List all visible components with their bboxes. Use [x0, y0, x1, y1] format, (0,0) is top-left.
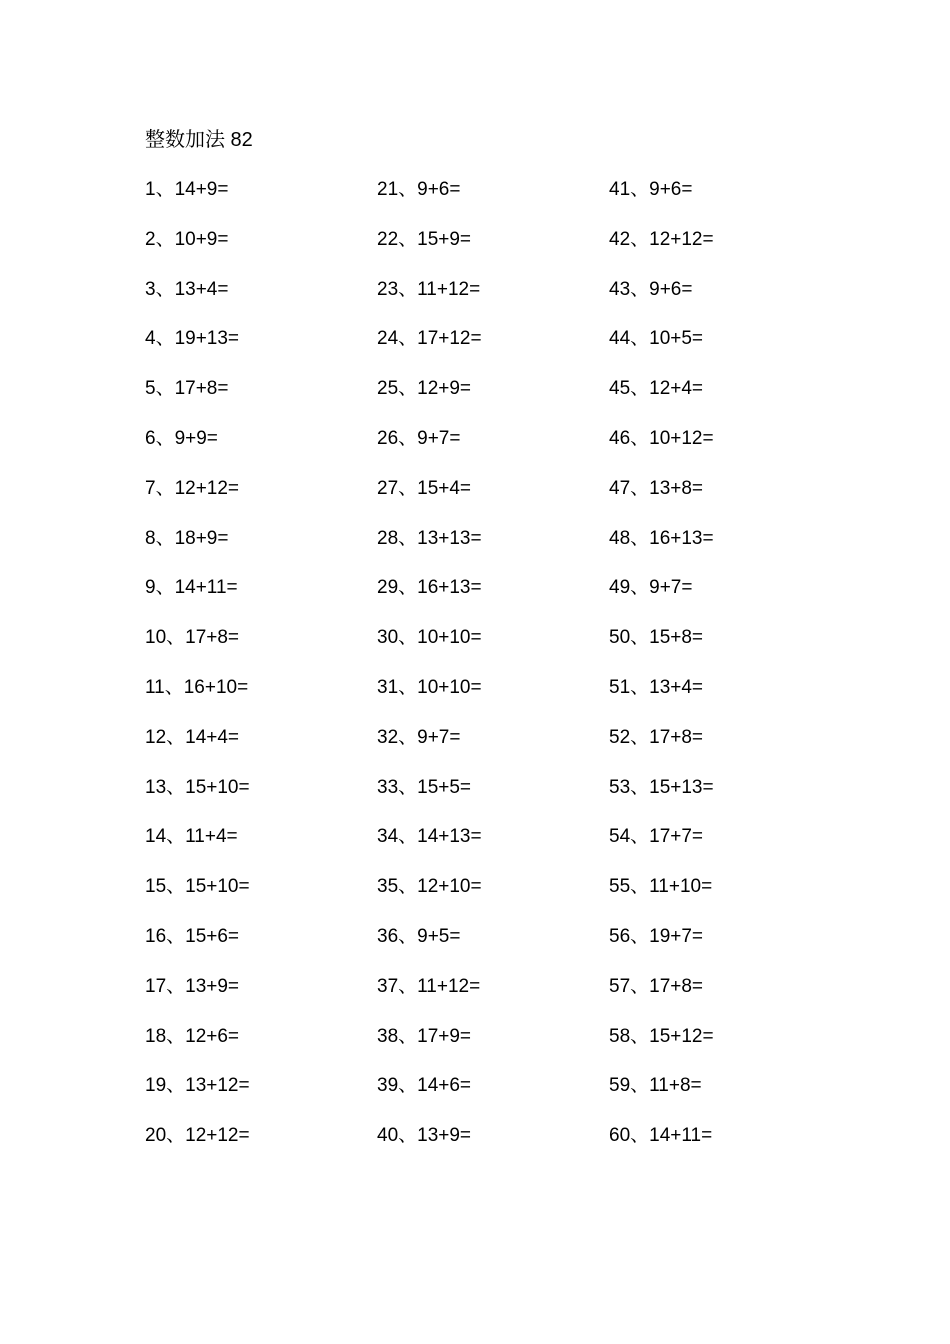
problem-item: 2、10+9= [145, 228, 229, 250]
problem-item: 38、17+9= [377, 1025, 472, 1047]
problem-item: 17、13+9= [145, 975, 240, 997]
problem-item: 46、10+12= [609, 427, 714, 449]
worksheet-title: 整数加法 82 [145, 129, 253, 151]
problem-item: 29、16+13= [377, 577, 482, 599]
problem-item: 25、12+9= [377, 378, 472, 400]
problem-item: 42、12+12= [609, 228, 714, 250]
problem-item: 20、12+12= [145, 1125, 250, 1147]
problem-item: 4、19+13= [145, 328, 240, 350]
problem-item: 47、13+8= [609, 477, 704, 499]
problem-item: 5、17+8= [145, 378, 229, 400]
problem-item: 54、17+7= [609, 826, 704, 848]
problem-item: 58、15+12= [609, 1025, 714, 1047]
problem-item: 14、11+4= [145, 826, 238, 848]
problem-item: 13、15+10= [145, 776, 250, 798]
problem-item: 1、14+9= [145, 179, 229, 200]
problem-item: 34、14+13= [377, 826, 482, 848]
problem-item: 19、13+12= [145, 1075, 250, 1097]
problem-item: 23、11+12= [377, 278, 481, 300]
problem-item: 50、15+8= [609, 627, 704, 649]
problem-item: 55、11+10= [609, 876, 713, 898]
problem-item: 43、9+6= [609, 278, 693, 300]
problem-grid [145, 176, 845, 1172]
problem-item: 27、15+4= [377, 477, 472, 499]
problem-item: 39、14+6= [377, 1075, 472, 1097]
problem-item: 59、11+8= [609, 1075, 702, 1097]
problem-item: 21、9+6= [377, 179, 461, 200]
problem-item: 26、9+7= [377, 427, 461, 449]
problem-item: 52、17+8= [609, 726, 704, 748]
problem-item: 6、9+9= [145, 427, 218, 449]
problem-item: 32、9+7= [377, 726, 461, 748]
problem-item: 37、11+12= [377, 975, 481, 997]
problem-item: 18、12+6= [145, 1025, 240, 1047]
problem-item: 30、10+10= [377, 627, 482, 649]
problem-item: 3、13+4= [145, 278, 229, 300]
problem-item: 36、9+5= [377, 925, 461, 947]
problem-item: 8、18+9= [145, 527, 229, 549]
problem-item: 22、15+9= [377, 228, 472, 250]
problem-item: 48、16+13= [609, 527, 714, 549]
problem-item: 41、9+6= [609, 179, 693, 200]
problem-item: 28、13+13= [377, 527, 482, 549]
problem-item: 60、14+11= [609, 1125, 713, 1147]
problem-item: 35、12+10= [377, 876, 482, 898]
problem-item: 11、16+10= [145, 676, 249, 698]
problem-item: 51、13+4= [609, 676, 704, 698]
problem-item: 33、15+5= [377, 776, 472, 798]
problem-item: 56、19+7= [609, 925, 704, 947]
problem-item: 16、15+6= [145, 925, 240, 947]
problem-item: 49、9+7= [609, 577, 693, 599]
problem-item: 45、12+4= [609, 378, 704, 400]
problem-item: 24、17+12= [377, 328, 482, 350]
problem-item: 57、17+8= [609, 975, 704, 997]
problem-item: 53、15+13= [609, 776, 714, 798]
problem-item: 10、17+8= [145, 627, 240, 649]
problem-item: 15、15+10= [145, 876, 250, 898]
problem-item: 12、14+4= [145, 726, 240, 748]
problem-item: 40、13+9= [377, 1125, 472, 1147]
problem-item: 9、14+11= [145, 577, 238, 599]
problem-item: 44、10+5= [609, 328, 704, 350]
problem-item: 31、10+10= [377, 676, 482, 698]
problem-item: 7、12+12= [145, 477, 240, 499]
